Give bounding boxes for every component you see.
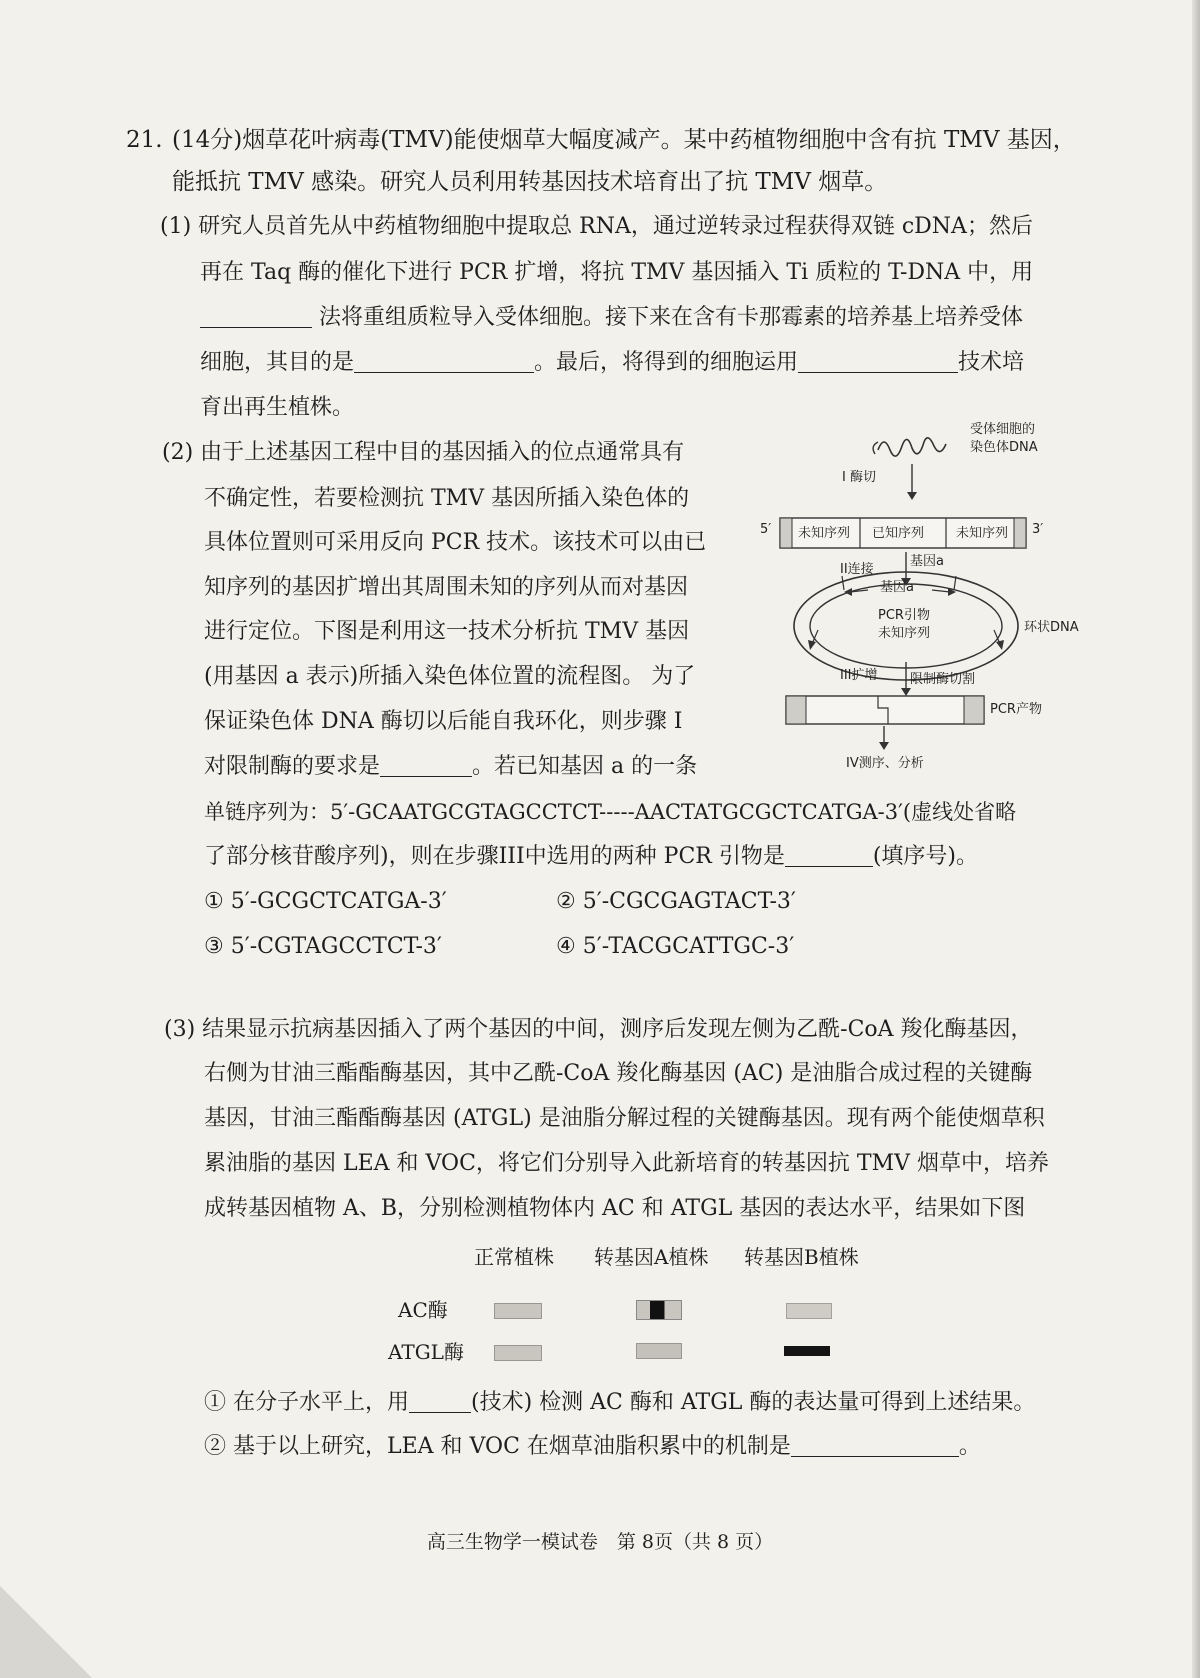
label-step4: IV测序、分析 bbox=[846, 756, 924, 771]
label-3prime: 3′ bbox=[1032, 522, 1044, 537]
part1-line-4c: 技术培 bbox=[958, 350, 1025, 375]
part2-line-4: 知序列的基因扩增出其周围未知的序列从而对基因 bbox=[204, 575, 689, 600]
part2-line-5: 进行定位。下图是利用这一技术分析抗 TMV 基因 bbox=[204, 619, 690, 644]
option-3: ③ 5′-CGTAGCCTCT-3′ bbox=[204, 934, 442, 959]
answer-blank-1[interactable] bbox=[200, 305, 312, 328]
part3-q1b: (技术) 检测 AC 酶和 ATGL 酶的表达量可得到上述结果。 bbox=[471, 1390, 1036, 1415]
part3-line-2: 右侧为甘油三酯酯酶基因，其中乙酰-CoA 羧化酶基因 (AC) 是油脂合成过程的关键酶 bbox=[204, 1061, 1033, 1086]
part2-line-8b: 。若已知基因 a 的一条 bbox=[472, 754, 698, 779]
part2-line-7: 保证染色体 DNA 酶切以后能自我环化，则步骤 I bbox=[204, 709, 683, 734]
part2-line-10a: 了部分核苷酸序列)，则在步骤III中选用的两种 PCR 引物是 bbox=[204, 844, 785, 869]
part3-q2 bbox=[204, 1432, 981, 1462]
part3-q1a: ① 在分子水平上，用 bbox=[204, 1390, 409, 1415]
part3-line-1: (3) 结果显示抗病基因插入了两个基因的中间，测序后发现左侧为乙酰-CoA 羧化酶基因， bbox=[164, 1017, 1033, 1042]
part1-line-3-text: 法将重组质粒导入受体细胞。接下来在含有卡那霉素的培养基上培养受体 bbox=[319, 305, 1024, 330]
part1-line-4b: 。最后，将得到的细胞运用 bbox=[534, 350, 799, 375]
part2-line-6: (用基因 a 表示)所插入染色体位置的流程图。 为了 bbox=[204, 664, 696, 689]
band-a-atgl bbox=[636, 1343, 682, 1359]
band-b-ac bbox=[786, 1303, 832, 1319]
blot-row-ac: AC酶 bbox=[398, 1298, 448, 1322]
blot-col-a: 转基因A植株 bbox=[594, 1245, 709, 1269]
question-intro-line-2: 能抵抗 TMV 感染。研究人员利用转基因技术培育出了抗 TMV 烟草。 bbox=[172, 169, 888, 195]
label-receptor-2: 染色体DNA bbox=[970, 440, 1038, 455]
page-edge bbox=[1192, 0, 1200, 1678]
blot-col-normal: 正常植株 bbox=[474, 1245, 554, 1269]
answer-blank-4[interactable] bbox=[380, 754, 472, 777]
part3-line-5: 成转基因植物 A、B，分别检测植物体内 AC 和 ATGL 基因的表达水平，结果如下图 bbox=[204, 1196, 1026, 1221]
label-5prime: 5′ bbox=[760, 522, 772, 537]
part1-line-2: 再在 Taq 酶的催化下进行 PCR 扩增，将抗 TMV 基因插入 Ti 质粒的 T-DNA 中，用 bbox=[200, 260, 1034, 285]
part2-line-8 bbox=[204, 752, 697, 782]
answer-blank-6[interactable] bbox=[409, 1390, 471, 1413]
answer-blank-5[interactable] bbox=[785, 844, 873, 867]
part1-line-4a: 细胞，其目的是 bbox=[200, 350, 355, 375]
part2-line-1: (2) 由于上述基因工程中目的基因插入的位点通常具有 bbox=[162, 440, 685, 465]
label-cut: 限制酶切割 bbox=[910, 672, 976, 687]
band-a-ac bbox=[636, 1300, 682, 1320]
part1-line-1: (1) 研究人员首先从中药植物细胞中提取总 RNA，通过逆转录过程获得双链 cDNA；然后 bbox=[160, 214, 1033, 239]
label-ring-gene: 基因a bbox=[880, 580, 914, 595]
part2-line-2: 不确定性，若要检测抗 TMV 基因所插入染色体的 bbox=[204, 486, 690, 511]
part3-line-4: 累油脂的基因 LEA 和 VOC，将它们分别导入此新培育的转基因抗 TMV 烟草中，培养 bbox=[204, 1151, 1049, 1176]
blot-row-atgl: ATGL酶 bbox=[388, 1340, 464, 1364]
question-number: 21. bbox=[126, 127, 163, 153]
label-unknown-left: 未知序列 bbox=[798, 526, 851, 541]
label-unknown-right: 未知序列 bbox=[956, 526, 1009, 541]
blot-col-b: 转基因B植株 bbox=[744, 1245, 859, 1269]
answer-blank-3[interactable] bbox=[798, 350, 958, 373]
option-4: ④ 5′-TACGCATTGC-3′ bbox=[556, 934, 795, 959]
part1-line-3 bbox=[200, 303, 1023, 333]
part3-line-3: 基因，甘油三酯酯酶基因 (ATGL) 是油脂分解过程的关键酶基因。现有两个能使烟草积 bbox=[204, 1106, 1045, 1131]
part3-q1 bbox=[204, 1388, 1035, 1418]
part2-line-10b: (填序号)。 bbox=[872, 844, 979, 869]
band-b-atgl bbox=[784, 1346, 830, 1356]
label-ring-unknown: 未知序列 bbox=[878, 626, 931, 641]
label-step1: I 酶切 bbox=[842, 470, 876, 485]
page-corner-fold bbox=[0, 1586, 92, 1678]
label-ring-primer: PCR引物 bbox=[878, 608, 930, 623]
part2-line-3: 具体位置则可采用反向 PCR 技术。该技术可以由已 bbox=[204, 530, 707, 555]
part1-line-5: 育出再生植株。 bbox=[200, 395, 355, 420]
band-normal-ac bbox=[494, 1303, 542, 1319]
answer-blank-7[interactable] bbox=[791, 1434, 959, 1457]
page-footer: 高三生物学一模试卷 第 8页（共 8 页） bbox=[426, 1531, 774, 1553]
option-1: ① 5′-GCGCTCATGA-3′ bbox=[204, 889, 447, 914]
option-2: ② 5′-CGCGAGTACT-3′ bbox=[556, 889, 796, 914]
part2-line-8a: 对限制酶的要求是 bbox=[204, 754, 381, 779]
label-receptor-1: 受体细胞的 bbox=[970, 422, 1036, 437]
label-gene-a: 基因a bbox=[910, 554, 944, 569]
answer-blank-2[interactable] bbox=[354, 350, 534, 373]
part3-q2a: ② 基于以上研究，LEA 和 VOC 在烟草油脂积累中的机制是 bbox=[204, 1434, 791, 1459]
label-known: 已知序列 bbox=[872, 526, 925, 541]
part2-line-9: 单链序列为：5′-GCAATGCGTAGCCTCT-----AACTATGCGCTCATGA-3′(虚线处省略 bbox=[204, 800, 1017, 824]
part1-line-4 bbox=[200, 348, 1024, 378]
label-step2: II连接 bbox=[840, 562, 874, 577]
reverse-pcr-diagram bbox=[760, 422, 1100, 810]
part3-q2b: 。 bbox=[958, 1434, 981, 1459]
question-intro-line-1: (14分)烟草花叶病毒(TMV)能使烟草大幅度减产。某中药植物细胞中含有抗 TMV 基因， bbox=[172, 127, 1076, 153]
part2-line-10 bbox=[204, 842, 978, 872]
band-normal-atgl bbox=[494, 1345, 542, 1361]
label-circular: 环状DNA bbox=[1024, 620, 1079, 635]
label-step3: III扩增 bbox=[840, 668, 878, 683]
label-pcr-product: PCR产物 bbox=[990, 702, 1042, 717]
